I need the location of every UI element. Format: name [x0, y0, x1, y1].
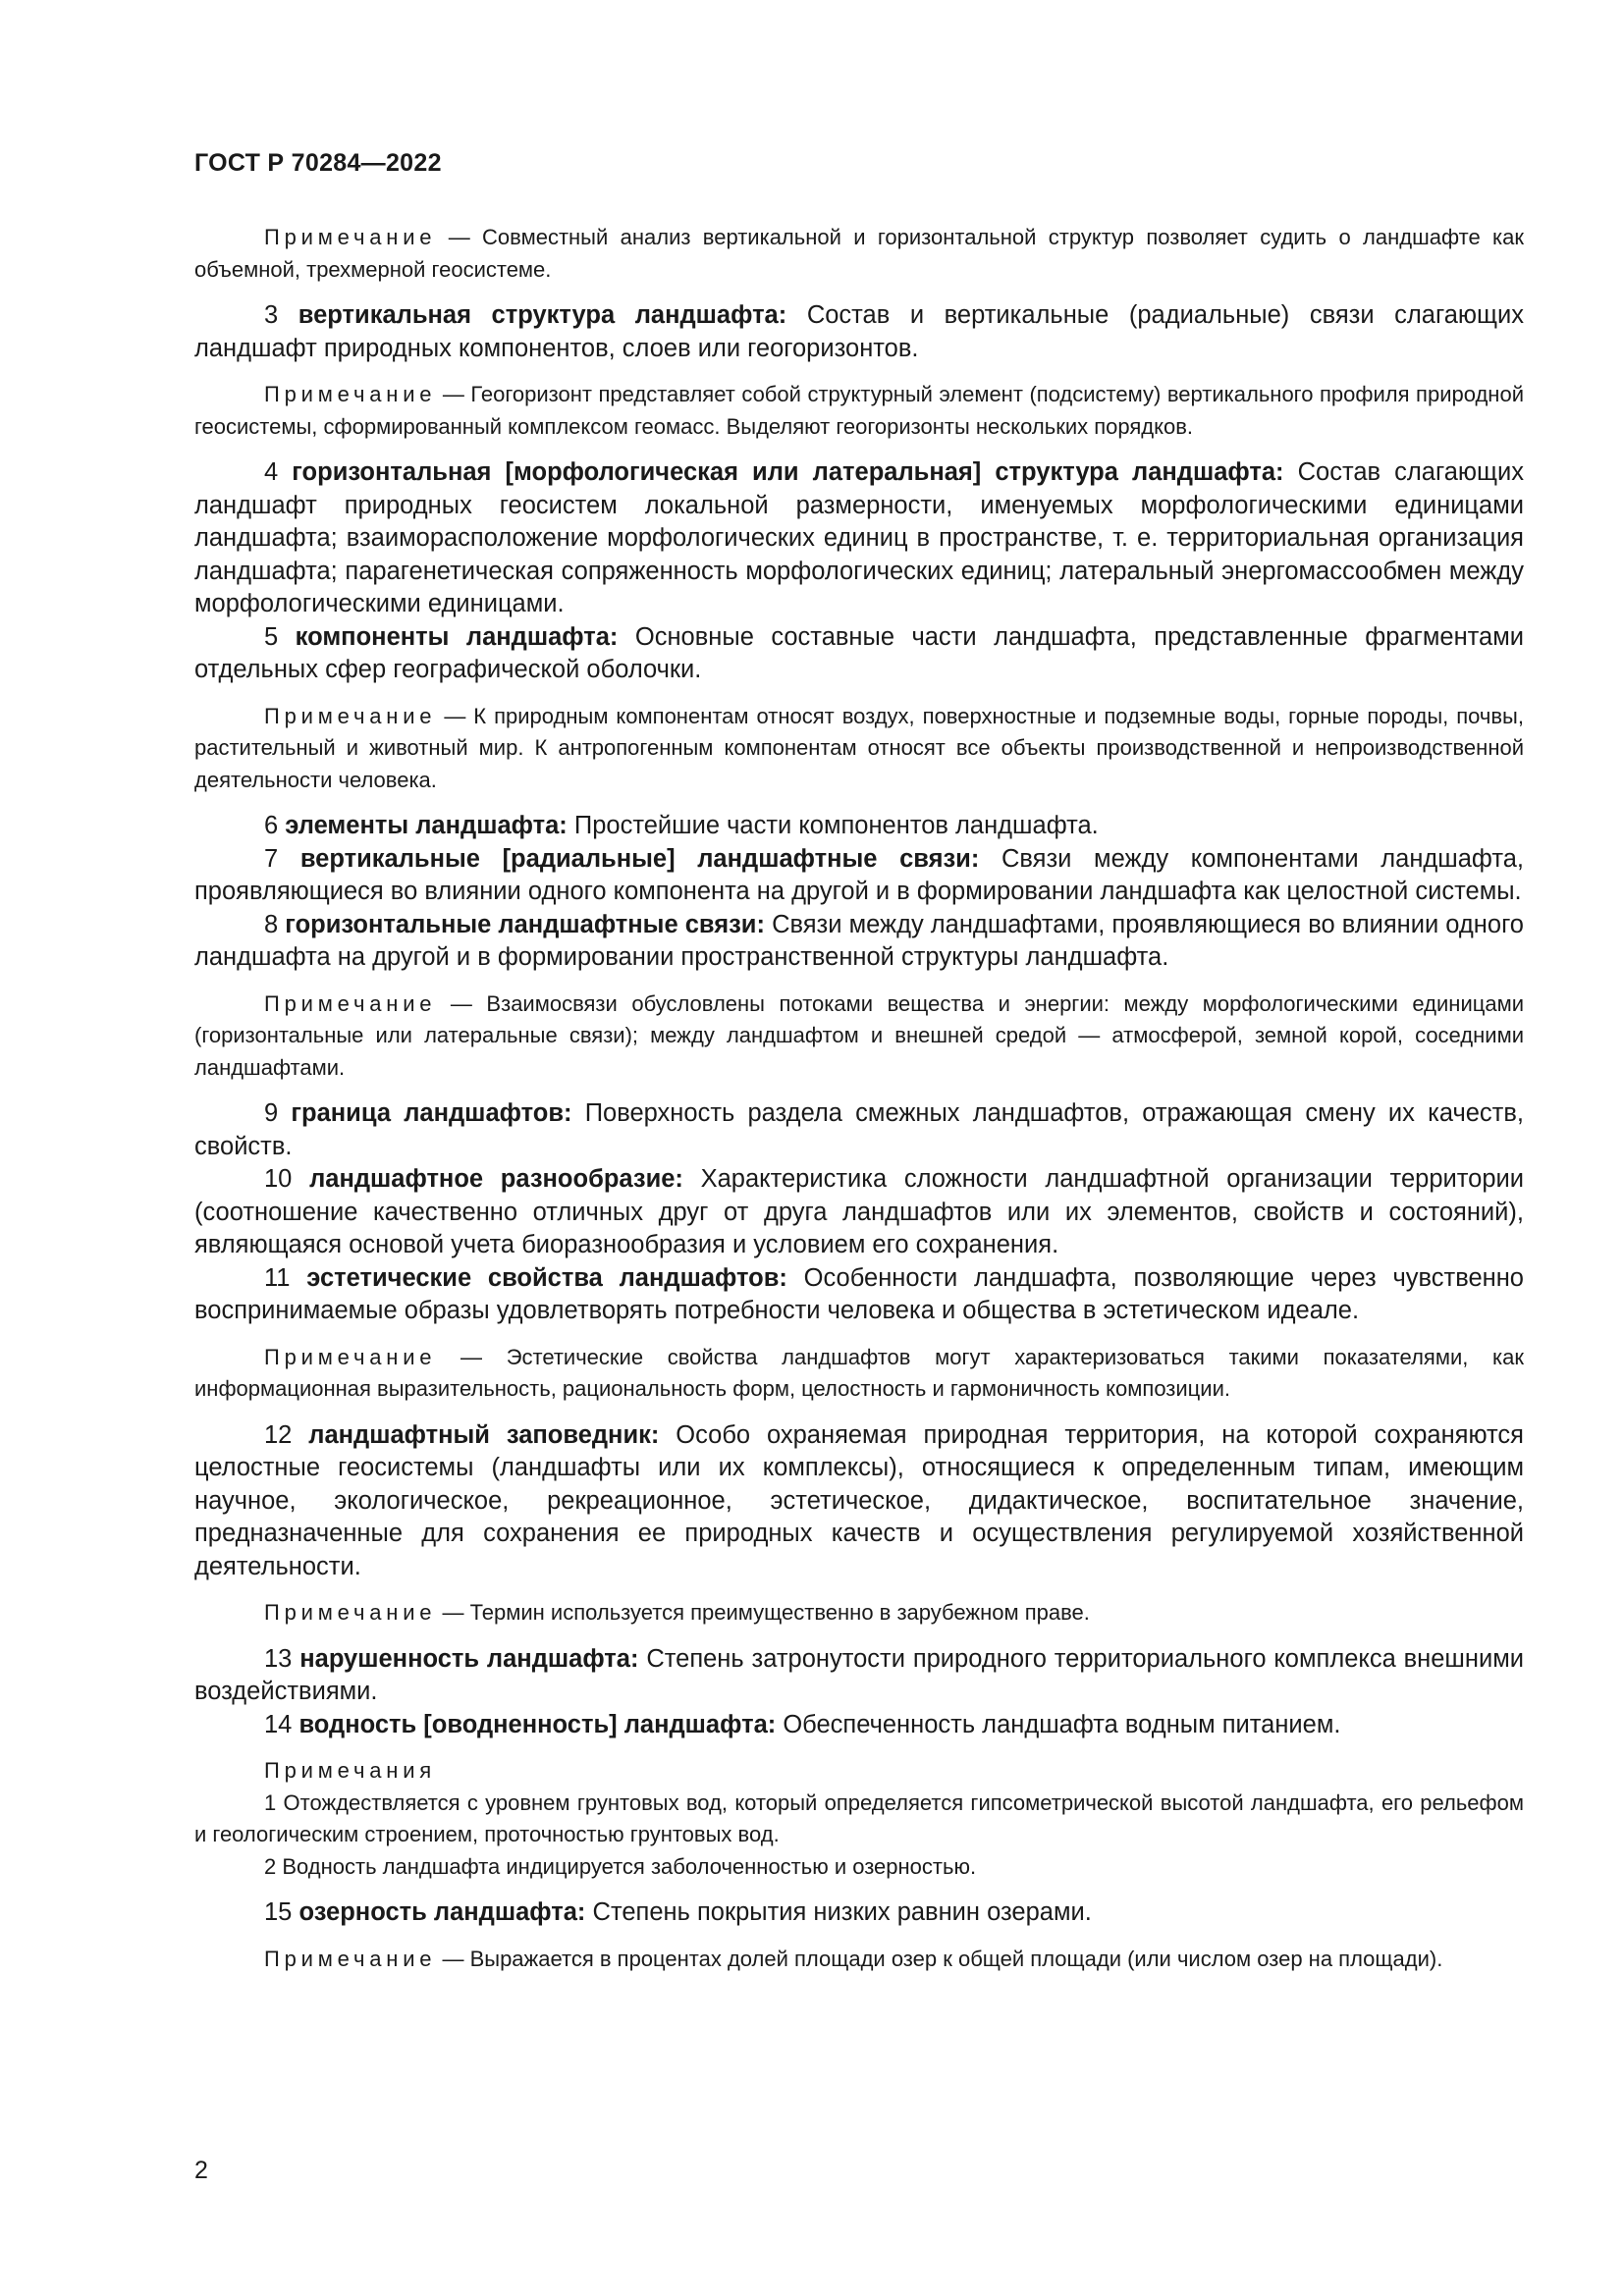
document-header: ГОСТ Р 70284—2022: [194, 149, 442, 177]
note: [194, 1597, 1524, 1629]
term-entry: [194, 299, 1524, 365]
note-label: Примечание: [264, 1946, 437, 1971]
note-text: — Совместный анализ вертикальной и горизонтальной структур позволяет судить о ландшафте как объемной, трехмерной геосистеме.: [194, 225, 1524, 282]
term-definition: Степень затронутости природного территориального комплекса внешними воздействиями.: [194, 1644, 1524, 1705]
term-entry: [194, 1419, 1524, 1584]
note-text: — Выражается в процентах долей площади озер к общей площади (или числом озер на площади).: [442, 1946, 1443, 1971]
term-title: ландшафтное разнообразие:: [309, 1165, 683, 1193]
term-definition: Поверхность раздела смежных ландшафтов, отражающая смену их качеств, свойств.: [194, 1099, 1524, 1160]
term-title: водность [оводненность] ландшафта:: [298, 1710, 777, 1738]
document-page: [194, 0, 1524, 2296]
note-label: Примечание: [264, 225, 437, 249]
term-title: горизонтальные ландшафтные связи:: [285, 910, 765, 938]
note-text: — Термин используется преимущественно в зарубежном праве.: [442, 1600, 1090, 1625]
term-definition: Простейшие части компонентов ландшафта.: [573, 812, 1099, 839]
term-number: 6: [264, 812, 279, 839]
term-definition: Связи между ландшафтами, проявляющиеся во влиянии одного ландшафта на другой и в формировании пространственной структуры ландшафта.: [194, 910, 1524, 971]
term-title: вертикальные [радиальные] ландшафтные связи:: [299, 844, 980, 873]
term-number: 12: [264, 1420, 293, 1449]
term-definition: Особо охраняемая природная территория, на которой сохраняются целостные геосистемы (ландшафты или их комплексы), относящиеся к определенным типам, имеющим научное, экологическое, рекреационное, эстетическое, дидактическое, воспитательное значение, предназначенные для сохранения ее природных качеств и осуществления регулируемой хозяйственной деятельности.: [194, 1420, 1524, 1580]
term-entry: [194, 1163, 1524, 1262]
term-entry: [194, 1643, 1524, 1709]
term-definition: Связи между компонентами ландшафта, проявляющиеся во влиянии одного компонента на другой и в формировании ландшафта как целостной системы.: [194, 844, 1525, 905]
notes-item: 1 Отождествляется с уровнем грунтовых вод, который определяется гипсометрической высотой ландшафта, его рельефом и геологическим строением, проточностью грунтовых вод.: [194, 1789, 1524, 1846]
term-number: 8: [264, 910, 279, 938]
note-label: Примечание: [264, 703, 437, 728]
term-entry: [194, 1709, 1524, 1742]
notes-item: 2 Водность ландшафта индицируется заболоченностью и озерностью.: [264, 1853, 977, 1879]
note: [194, 379, 1524, 443]
term-title: эстетические свойства ландшафтов:: [306, 1263, 787, 1292]
note: [194, 222, 1524, 286]
term-title: вертикальная структура ландшафта:: [298, 301, 787, 329]
term-number: 5: [264, 622, 279, 651]
note-text: — Взаимосвязи обусловлены потоками вещества и энергии: между морфологическими единицами (горизонтальные или латеральные связи); между ландшафтом и внешней средой — атмосферой, земной корой, соседними ландшафтами.: [194, 990, 1524, 1080]
notes-heading: Примечания: [264, 1758, 437, 1783]
term-title: элементы ландшафта:: [285, 812, 568, 839]
term-definition: Особенности ландшафта, позволяющие через чувственно воспринимаемые образы удовлетворять потребности человека и общества в эстетическом идеале.: [194, 1263, 1524, 1324]
term-entry: [194, 810, 1524, 843]
term-definition: Характеристика сложности ландшафтной организации территории (соотношение качественно отличных друг от друга ландшафтов или их элементов, свойств и состояний), являющаяся основой учета биоразнообразия и условием его сохранения.: [194, 1165, 1524, 1258]
note-label: Примечание: [264, 382, 437, 406]
note-label: Примечание: [264, 990, 437, 1016]
term-number: 10: [264, 1165, 293, 1193]
term-entry: [194, 621, 1524, 687]
term-title: ландшафтный заповедник:: [308, 1420, 660, 1449]
term-title: нарушенность ландшафта:: [299, 1644, 639, 1673]
term-number: 3: [264, 301, 279, 329]
term-number: 4: [264, 458, 279, 486]
term-definition: Обеспеченность ландшафта водным питанием.: [783, 1710, 1341, 1738]
term-definition: Состав слагающих ландшафт природных геосистем локальной размерности, именуемых морфологическими единицами ландшафта; взаиморасположение морфологических единиц в пространстве, т. е. территориальная организация ландшафта; парагенетическая сопряженность морфологических единиц; латеральный энергомассообмен между морфологическими единицами.: [194, 458, 1524, 617]
term-entry: [194, 1896, 1524, 1930]
term-entry: [194, 456, 1524, 621]
term-number: 14: [264, 1710, 293, 1738]
note: [194, 988, 1524, 1085]
note-text: — Эстетические свойства ландшафтов могут характеризоваться такими показателями, как информационная выразительность, рациональность форм, целостность и гармоничность композиции.: [194, 1344, 1524, 1401]
document-content: [194, 222, 1524, 1975]
term-definition: Состав и вертикальные (радиальные) связи слагающих ландшафт природных компонентов, слоев или геогоризонтов.: [194, 301, 1524, 362]
note: [194, 701, 1524, 797]
note-text: — Геогоризонт представляет собой структурный элемент (подсистему) вертикального профиля природной геосистемы, сформированный комплексом геомасс. Выделяют геогоризонты нескольких порядков.: [194, 382, 1524, 439]
note-text: — К природным компонентам относят воздух, поверхностные и подземные воды, горные породы, почвы, растительный и животный мир. К антропогенным компонентам относят все объекты производственной и непроизводственной деятельности человека.: [194, 703, 1524, 792]
term-title: озерность ландшафта:: [298, 1898, 586, 1926]
term-title: граница ландшафтов:: [291, 1099, 572, 1127]
term-entry: [194, 1262, 1524, 1328]
term-number: 13: [264, 1644, 293, 1673]
page-number: 2: [194, 2157, 208, 2184]
term-number: 9: [264, 1099, 279, 1127]
term-title: компоненты ландшафта:: [295, 622, 619, 651]
term-number: 11: [264, 1263, 291, 1292]
note-label: Примечание: [264, 1344, 437, 1369]
term-number: 7: [264, 844, 279, 873]
term-entry: [194, 1097, 1524, 1163]
term-definition: Степень покрытия низких равнин озерами.: [592, 1898, 1092, 1926]
term-title: горизонтальная [морфологическая или латеральная] структура ландшафта:: [292, 458, 1284, 486]
note-label: Примечание: [264, 1600, 437, 1625]
term-number: 15: [264, 1898, 293, 1926]
term-definition: Основные составные части ландшафта, представленные фрагментами отдельных сфер географической оболочки.: [194, 622, 1525, 683]
term-entry: [194, 843, 1524, 909]
term-entry: [194, 909, 1524, 975]
note: [194, 1944, 1524, 1976]
note: [194, 1342, 1524, 1406]
